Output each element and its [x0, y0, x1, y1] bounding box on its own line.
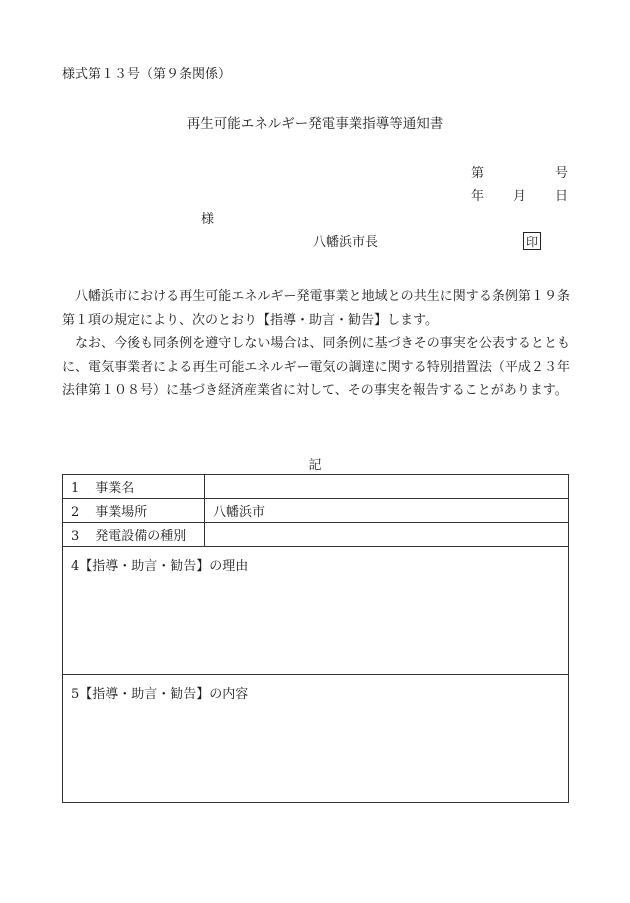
- date-year: 年: [471, 189, 485, 204]
- reference-dai: 第: [471, 166, 485, 181]
- date-day: 日: [555, 189, 569, 204]
- row-value-business-name: [205, 475, 569, 499]
- ki-heading: 記: [308, 458, 322, 473]
- row-value-facility-type: [205, 523, 569, 547]
- table-row: [63, 475, 569, 499]
- row-label-business-name: 1 事業名: [63, 475, 205, 499]
- seal-box: 印: [523, 232, 541, 250]
- body-paragraph-1: 八幡浜市における再生可能エネルギー発電事業と地域との共生に関する条例第１９条第１項の規定により、次のとおり【指導・助言・勧告】します。: [62, 289, 570, 328]
- table-row: [63, 499, 569, 523]
- table-row: [63, 547, 569, 675]
- details-table: [62, 474, 569, 803]
- body-text: [62, 285, 570, 403]
- date-month: 月: [513, 189, 527, 204]
- row-label-business-location: 2 事業場所: [63, 499, 205, 523]
- reference-go: 号: [555, 166, 569, 181]
- table-row: [63, 675, 569, 803]
- addressee-honorific: 様: [201, 212, 215, 227]
- reason-section: 4【指導・助言・勧告】の理由: [63, 547, 569, 675]
- table-row: [63, 523, 569, 547]
- row-value-business-location: 八幡浜市: [205, 499, 569, 523]
- body-paragraph-2: なお、今後も同条例を遵守しない場合は、同条例に基づきその事実を公表するとともに、電気事業者による再生可能エネルギー電気の調達に関する特別措置法（平成２３年法律第１０８号）に基づき経済産業省に対して、その事実を報告することがあります。: [62, 336, 570, 398]
- content-section: 5【指導・助言・勧告】の内容: [63, 675, 569, 803]
- row-label-facility-type: 3 発電設備の種別: [63, 523, 205, 547]
- issuer-name: 八幡浜市長: [313, 235, 379, 250]
- form-number: 様式第１３号（第９条関係）: [62, 67, 232, 82]
- document-title: 再生可能エネルギー発電事業指導等通知書: [186, 116, 444, 132]
